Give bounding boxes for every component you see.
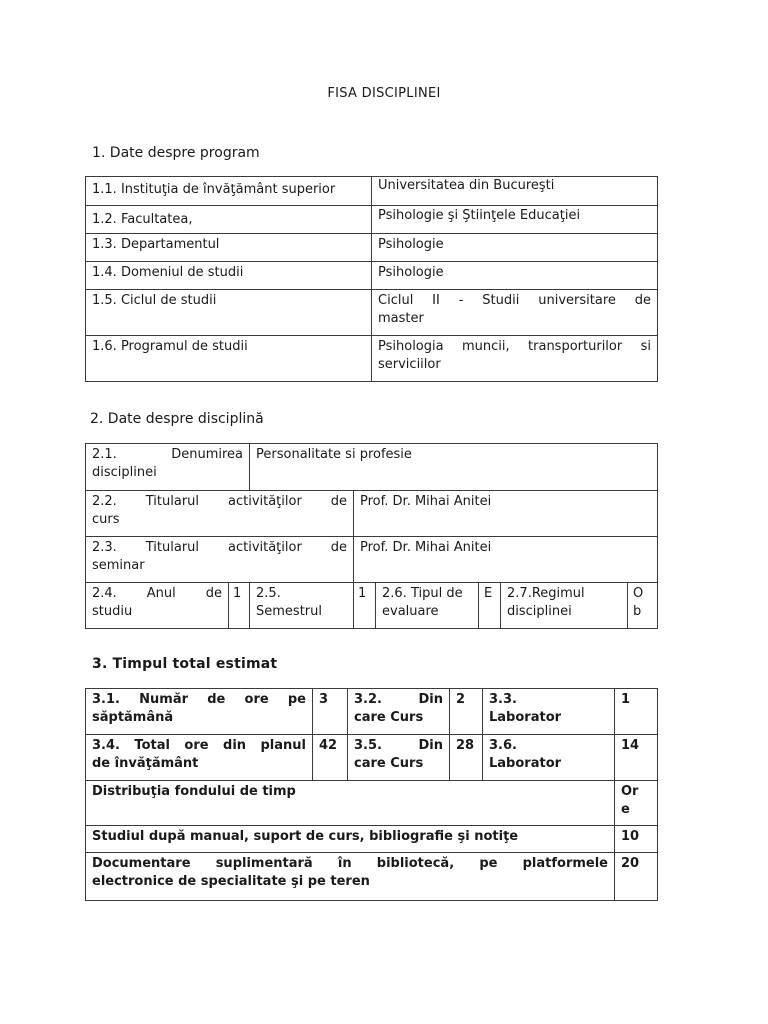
total-hours-value: 42	[313, 735, 348, 781]
discipline-name-value: Personalitate si profesie	[250, 444, 658, 491]
time-distribution-unit	[615, 781, 658, 826]
weekly-lab-label	[483, 689, 615, 735]
weekly-course-label-line2: care Curs	[354, 710, 424, 725]
total-hours-label	[86, 735, 313, 781]
weekly-lab-value: 1	[615, 689, 658, 735]
program-value-line2: serviciilor	[378, 357, 441, 372]
weekly-lab-label-line1: 3.3.	[489, 692, 517, 707]
weekly-course-label-line1: 3.2. Din	[354, 692, 443, 707]
section-2-heading: 2. Date despre disciplină	[90, 411, 264, 427]
total-course-label-line1: 3.5. Din	[354, 738, 443, 753]
weekly-lab-label-line2: Laborator	[489, 710, 562, 725]
weekly-hours-value: 3	[313, 689, 348, 735]
cycle-label: 1.5. Ciclul de studii	[86, 290, 372, 336]
regime-label-line1: 2.7.Regimul	[507, 586, 585, 601]
table-row	[86, 735, 658, 781]
evaluation-type-label-line1: 2.6. Tipul de	[382, 586, 463, 601]
course-holder-value: Prof. Dr. Mihai Anitei	[354, 491, 658, 537]
program-value-line1: Psihologia muncii, transporturilor si	[378, 339, 651, 354]
cycle-value-line1: Ciclul II - Studii universitare de	[378, 293, 651, 308]
table-row	[86, 234, 658, 262]
semester-label	[250, 583, 354, 629]
time-distribution-unit-line1: Or	[621, 784, 639, 799]
table-row	[86, 336, 658, 382]
table-row	[86, 853, 658, 901]
discipline-name-label-line2: disciplinei	[92, 465, 157, 480]
program-value	[372, 336, 658, 382]
regime-value	[628, 583, 658, 629]
domain-label: 1.4. Domeniul de studii	[86, 262, 372, 290]
study-year-label-line2: studiu	[92, 604, 133, 619]
institution-value: Universitatea din Bucureşti	[372, 177, 658, 206]
extra-documentation-label-line2: electronice de specialitate şi pe teren	[92, 874, 370, 889]
table-row	[86, 491, 658, 537]
weekly-hours-label-line2: săptămână	[92, 710, 174, 725]
total-hours-label-line2: de învăţământ	[92, 756, 199, 771]
total-lab-value: 14	[615, 735, 658, 781]
evaluation-type-value: E	[479, 583, 501, 629]
regime-value-line1: O	[633, 586, 644, 601]
study-year-label	[86, 583, 229, 629]
total-hours-label-line1: 3.4. Total ore din planul	[92, 738, 306, 753]
program-table	[85, 176, 658, 382]
time-table	[85, 688, 658, 901]
extra-documentation-label-line1: Documentare suplimentară în bibliotecă, pe platformele	[92, 856, 608, 871]
weekly-hours-label-line1: 3.1. Număr de ore pe	[92, 692, 306, 707]
evaluation-type-label-line2: evaluare	[382, 604, 439, 619]
time-distribution-unit-line2: e	[621, 802, 630, 817]
study-year-label-line1: 2.4. Anul de	[92, 586, 222, 601]
seminar-holder-label	[86, 537, 354, 583]
course-holder-label-line1: 2.2. Titularul activităţilor de	[92, 494, 348, 509]
table-row	[86, 177, 658, 206]
semester-value: 1	[354, 583, 376, 629]
total-course-value: 28	[450, 735, 483, 781]
regime-label	[501, 583, 628, 629]
course-holder-label	[86, 491, 354, 537]
seminar-holder-label-line2: seminar	[92, 558, 145, 573]
department-label: 1.3. Departamentul	[86, 234, 372, 262]
total-lab-label-line2: Laborator	[489, 756, 562, 771]
course-holder-label-line2: curs	[92, 512, 120, 527]
semester-label-line2: Semestrul	[256, 604, 322, 619]
weekly-hours-label	[86, 689, 313, 735]
time-distribution-label: Distribuţia fondului de timp	[86, 781, 615, 826]
cycle-value	[372, 290, 658, 336]
table-row	[86, 826, 658, 853]
total-lab-label	[483, 735, 615, 781]
section-1-heading: 1. Date despre program	[92, 145, 260, 161]
total-course-label-line2: care Curs	[354, 756, 424, 771]
table-row	[86, 689, 658, 735]
total-course-label	[348, 735, 450, 781]
evaluation-type-label	[376, 583, 479, 629]
document-title: FISA DISCIPLINEI	[327, 86, 441, 101]
seminar-holder-label-line1: 2.3. Titularul activităţilor de	[92, 540, 348, 555]
section-3-heading: 3. Timpul total estimat	[92, 656, 278, 672]
table-row	[86, 290, 658, 336]
total-lab-label-line1: 3.6.	[489, 738, 517, 753]
table-row	[86, 537, 658, 583]
discipline-name-label-line1: 2.1. Denumirea	[92, 447, 244, 462]
regime-label-line2: disciplinei	[507, 604, 572, 619]
discipline-table	[85, 443, 658, 629]
table-row	[86, 583, 658, 629]
extra-documentation-value: 20	[615, 853, 658, 901]
study-year-value: 1	[229, 583, 250, 629]
table-row	[86, 262, 658, 290]
table-row	[86, 444, 658, 491]
manual-study-label: Studiul după manual, suport de curs, bibliografie şi notiţe	[86, 826, 615, 853]
institution-label: 1.1. Instituţia de învăţământ superior	[86, 177, 372, 206]
faculty-label: 1.2. Facultatea,	[86, 206, 372, 234]
cycle-value-line2: master	[378, 311, 424, 326]
weekly-course-value: 2	[450, 689, 483, 735]
semester-label-line1: 2.5.	[256, 586, 281, 601]
regime-value-line2: b	[633, 604, 642, 619]
discipline-name-label	[86, 444, 250, 491]
weekly-course-label	[348, 689, 450, 735]
department-value: Psihologie	[372, 234, 658, 262]
table-row	[86, 206, 658, 234]
extra-documentation-label	[86, 853, 615, 901]
faculty-value: Psihologie şi Ştiinţele Educaţiei	[372, 206, 658, 234]
program-label: 1.6. Programul de studii	[86, 336, 372, 382]
domain-value: Psihologie	[372, 262, 658, 290]
seminar-holder-value: Prof. Dr. Mihai Anitei	[354, 537, 658, 583]
manual-study-value: 10	[615, 826, 658, 853]
table-row	[86, 781, 658, 826]
